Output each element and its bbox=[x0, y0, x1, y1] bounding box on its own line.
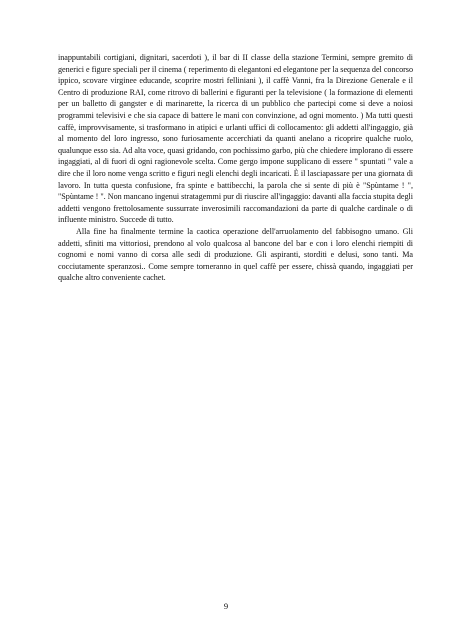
page-number: 9 bbox=[223, 601, 229, 611]
paragraph-1: inappuntabili cortigiani, dignitari, sacerdoti ), il bar di II classe della stazione Termini, sempre gremito di generici e figure speciali per il cinema ( reperimento di elegantoni ed elegantone per la sequenza del concorso ippico, scovare virginee educande, scoprire mostri felliniani ), il caffè Vanni, fra la Direzione Generale e il Centro di produzione RAI, come ritrovo di ballerini e figuranti per la televisione ( la formazione di elementi per un balletto di gangster e di marinarette, la ricerca di un pubblico che partecipi come si deve a noiosi programmi televisivi e che sia capace di battere le mani con convinzione, ad ogni momento. ) Ma tutti questi caffè, improvvisamente, si trasformano in atipici e urlanti uffici di collocamento: gli addetti all'ingaggio, già al momento del loro ingresso, sono furiosamente accerchiati da quanti anelano a ricoprire qualche ruolo, qualunque esso sia. Ad alta voce, quasi gridando, con pochissimo garbo, più che chiedere implorano di essere ingaggiati, al di fuori di ogni ragionevole scelta. Come gergo impone supplicano di essere " spuntati " vale a dire che il loro nome venga scritto e figuri negli elenchi degli incaricati. È il lasciapassare per una giornata di lavoro. In tutta questa confusione, fra spinte e battibecchi, la parola che si sente di più è "Spùntame ! ", "Spùntame ! ". Non mancano ingenui stratagemmi pur di riuscire all'ingaggio: davanti alla faccia stupita degli addetti vengono frettolosamente sussurrate inverosimili raccomandazioni da parte di qualche cardinale o di influente ministro. Succede di tutto. bbox=[58, 53, 413, 225]
paragraph-2: Alla fine ha finalmente termine la caotica operazione dell'arruolamento del fabbisogno umano. Gli addetti, sfiniti ma vittoriosi, prendono al volo qualcosa al bancone del bar e con i loro elenchi riempiti di cognomi e nomi vanno di corsa alle sedi di produzione. Gli aspiranti, storditi e delusi, sono tanti. Ma cocciutamente speranzosi.. Come sempre torneranno in quel caffè per essere, chissà quando, ingaggiati per qualche altro conveniente cachet. bbox=[58, 226, 413, 283]
body-text bbox=[58, 52, 413, 284]
